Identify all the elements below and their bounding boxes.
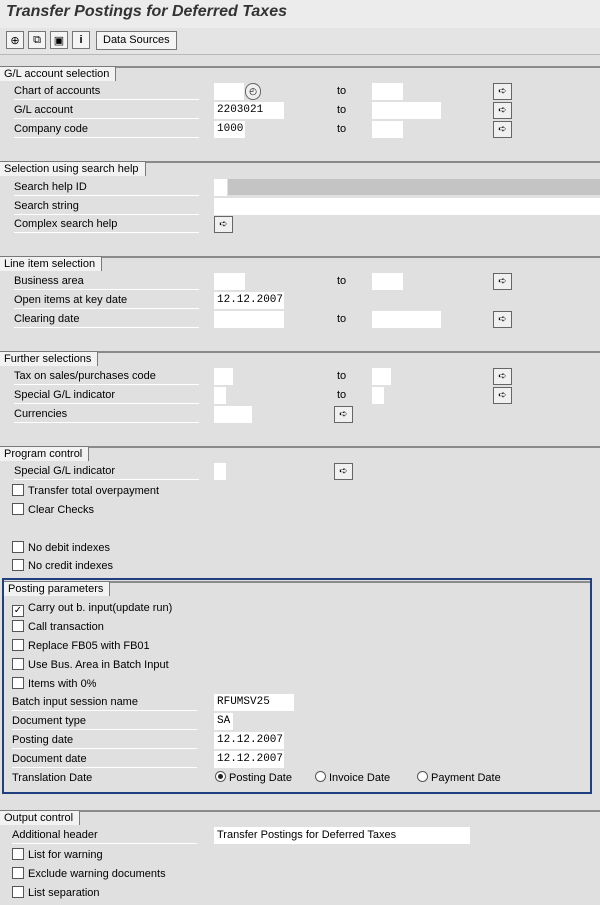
checkbox-label: Use Bus. Area in Batch Input	[28, 659, 169, 671]
checkbox-label: Carry out b. input(update run)	[28, 602, 173, 614]
batch-input-session-label: Batch input session name	[12, 694, 197, 711]
to-label: to	[337, 104, 347, 116]
list-separation-checkbox[interactable]	[12, 885, 100, 901]
to-label: to	[337, 313, 347, 325]
transfer-total-overpayment-checkbox[interactable]	[12, 483, 159, 499]
clearing-date-label: Clearing date	[14, 311, 199, 328]
checkbox-box[interactable]	[12, 503, 24, 515]
replace-fb05-checkbox[interactable]	[12, 638, 150, 654]
info-icon[interactable]: i	[72, 31, 90, 49]
toolbar	[0, 28, 600, 55]
additional-header-label: Additional header	[12, 827, 197, 844]
checkbox-box[interactable]	[12, 541, 24, 553]
business-area-to-input[interactable]	[372, 273, 403, 290]
multiple-selection-arrow-icon[interactable]: ➪	[493, 368, 512, 385]
open-items-key-date-input[interactable]: 12.12.2007	[214, 292, 284, 309]
multiple-selection-arrow-icon[interactable]: ➪	[493, 273, 512, 290]
batch-input-session-input[interactable]: RFUMSV25	[214, 694, 294, 711]
clearing-date-to-input[interactable]	[372, 311, 441, 328]
radio-unselected[interactable]	[417, 771, 428, 782]
multiple-selection-arrow-icon[interactable]: ➪	[493, 102, 512, 119]
checkbox-label: Items with 0%	[28, 678, 97, 690]
translation-date-label: Translation Date	[12, 772, 93, 784]
section-divider	[0, 810, 600, 812]
document-date-input[interactable]: 12.12.2007	[214, 751, 284, 768]
complex-search-help-label: Complex search help	[14, 216, 199, 233]
save-variant-icon[interactable]: ⧉	[28, 31, 46, 49]
checkbox-label: Clear Checks	[28, 504, 95, 516]
radio-payment-date[interactable]	[417, 770, 501, 786]
multiple-selection-arrow-icon[interactable]: ➪	[493, 311, 512, 328]
checkbox-label: List for warning	[28, 849, 103, 861]
document-type-input[interactable]: SA	[214, 713, 233, 730]
special-gl-to-input[interactable]	[372, 387, 384, 404]
checkbox-box[interactable]	[12, 677, 24, 689]
checkbox-box[interactable]	[12, 848, 24, 860]
document-date-label: Document date	[12, 751, 197, 768]
business-area-from-input[interactable]	[214, 273, 245, 290]
gl-account-label: G/L account	[14, 102, 199, 119]
list-for-warning-checkbox[interactable]	[12, 847, 103, 863]
no-debit-indexes-checkbox[interactable]	[12, 540, 110, 556]
multiple-selection-arrow-icon[interactable]: ➪	[493, 387, 512, 404]
section-divider	[0, 446, 600, 448]
search-help-id-description	[228, 179, 600, 195]
items-with-zero-checkbox[interactable]	[12, 676, 96, 692]
multiple-selection-arrow-icon[interactable]: ➪	[334, 406, 353, 423]
checkbox-label: No credit indexes	[28, 560, 113, 572]
radio-unselected[interactable]	[315, 771, 326, 782]
tax-code-from-input[interactable]	[214, 368, 233, 385]
checkbox-box[interactable]	[12, 620, 24, 632]
business-area-label: Business area	[14, 273, 199, 290]
special-gl-indicator-label: Special G/L indicator	[14, 463, 199, 480]
radio-label: Posting Date	[229, 772, 292, 784]
clearing-date-from-input[interactable]	[214, 311, 284, 328]
checkbox-label: Exclude warning documents	[28, 868, 166, 880]
open-items-key-date-label: Open items at key date	[14, 292, 199, 309]
search-help-id-input[interactable]	[214, 179, 227, 196]
data-sources-button[interactable]: Data Sources	[96, 31, 177, 50]
to-label: to	[337, 389, 347, 401]
radio-label: Payment Date	[431, 772, 501, 784]
currencies-input[interactable]	[214, 406, 252, 423]
checkbox-label: List separation	[28, 887, 100, 899]
chart-of-accounts-to-input[interactable]	[372, 83, 403, 100]
section-title: Selection using search help	[0, 161, 146, 176]
to-label: to	[337, 275, 347, 287]
radio-label: Invoice Date	[329, 772, 391, 784]
multiple-selection-arrow-icon[interactable]: ➪	[334, 463, 353, 480]
checkbox-label: Call transaction	[28, 621, 104, 633]
section-title: Program control	[0, 446, 89, 461]
carry-out-batch-input-checkbox[interactable]	[12, 600, 172, 616]
checkbox-label: Replace FB05 with FB01	[28, 640, 150, 652]
to-label: to	[337, 370, 347, 382]
company-code-label: Company code	[14, 121, 199, 138]
section-title: G/L account selection	[0, 66, 116, 81]
multiple-selection-arrow-icon[interactable]: ➪	[493, 83, 512, 100]
chart-of-accounts-label: Chart of accounts	[14, 83, 199, 100]
no-credit-indexes-checkbox[interactable]	[12, 558, 113, 574]
search-string-input[interactable]	[214, 198, 600, 215]
checkbox-box[interactable]	[12, 559, 24, 571]
tax-code-label: Tax on sales/purchases code	[14, 368, 199, 385]
gl-account-from-input[interactable]: 2203021	[214, 102, 284, 119]
search-string-label: Search string	[14, 198, 199, 215]
program-special-gl-input[interactable]	[214, 463, 226, 480]
call-transaction-checkbox[interactable]	[12, 619, 104, 635]
checkbox-box[interactable]	[12, 658, 24, 670]
checkbox-label: No debit indexes	[28, 542, 110, 554]
gl-account-to-input[interactable]	[372, 102, 441, 119]
section-title: Further selections	[0, 351, 98, 366]
special-gl-indicator-label: Special G/L indicator	[14, 387, 199, 404]
currencies-label: Currencies	[14, 406, 199, 423]
radio-posting-date[interactable]	[215, 770, 292, 786]
posting-date-label: Posting date	[12, 732, 197, 749]
search-help-id-label: Search help ID	[14, 179, 199, 196]
radio-selected[interactable]	[215, 771, 226, 782]
title-bar	[0, 0, 600, 29]
company-code-from-input[interactable]: 1000	[214, 121, 245, 138]
use-bus-area-checkbox[interactable]	[12, 657, 169, 673]
search-help-icon[interactable]: ◴	[245, 83, 261, 100]
checkbox-box[interactable]	[12, 886, 24, 898]
additional-header-input[interactable]: Transfer Postings for Deferred Taxes	[214, 827, 470, 844]
section-title: Posting parameters	[4, 581, 110, 596]
special-gl-from-input[interactable]	[214, 387, 226, 404]
checkbox-box[interactable]	[12, 639, 24, 651]
checkbox-checked[interactable]: ✓	[13, 605, 23, 616]
checkbox-box[interactable]	[12, 484, 24, 496]
section-title: Line item selection	[0, 256, 102, 271]
section-title: Output control	[0, 810, 80, 825]
page-title: Transfer Postings for Deferred Taxes	[6, 3, 287, 20]
get-variant-icon[interactable]: ▣	[50, 31, 68, 49]
checkbox-box[interactable]	[12, 867, 24, 879]
multiple-selection-arrow-icon[interactable]: ➪	[493, 121, 512, 138]
company-code-to-input[interactable]	[372, 121, 403, 138]
chart-of-accounts-from-input[interactable]	[214, 83, 244, 100]
to-label: to	[337, 123, 347, 135]
document-type-label: Document type	[12, 713, 197, 730]
to-label: to	[337, 85, 347, 97]
exclude-warning-documents-checkbox[interactable]	[12, 866, 166, 882]
radio-invoice-date[interactable]	[315, 770, 390, 786]
execute-icon[interactable]: ⊕	[6, 31, 24, 49]
checkbox-label: Transfer total overpayment	[28, 485, 160, 497]
posting-date-input[interactable]: 12.12.2007	[214, 732, 284, 749]
tax-code-to-input[interactable]	[372, 368, 391, 385]
clear-checks-checkbox[interactable]	[12, 502, 94, 518]
complex-search-help-arrow-icon[interactable]: ➪	[214, 216, 233, 233]
